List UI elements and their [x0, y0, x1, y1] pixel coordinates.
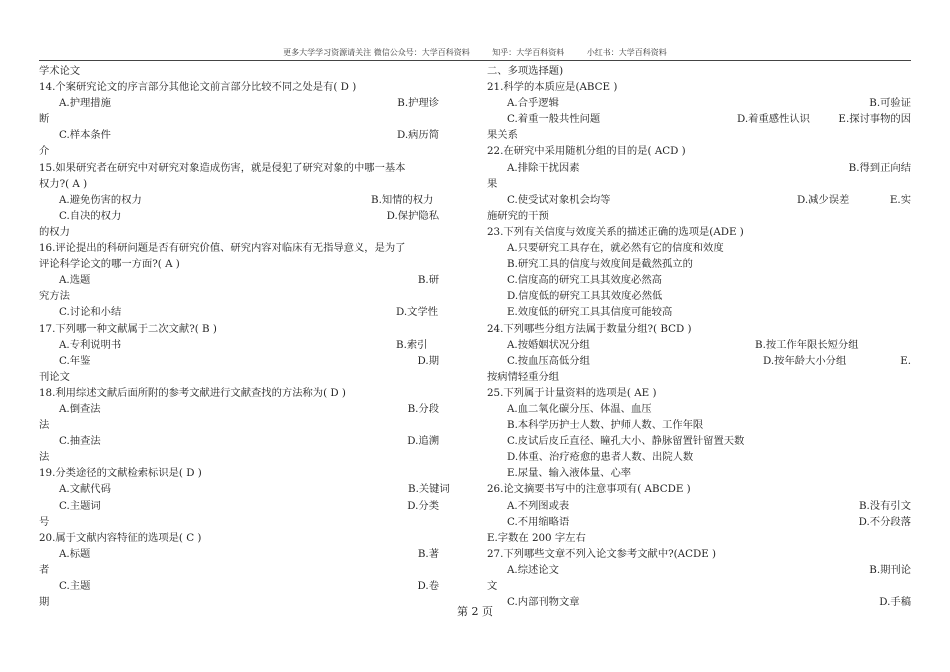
- q18-opt-d-wrap: 法: [39, 451, 50, 464]
- q14-opt-b-wrap: 断: [39, 113, 50, 126]
- q15-opt-c: C.自决的权力: [59, 209, 122, 222]
- q21-opt-a: A.合乎逻辑: [507, 97, 559, 110]
- q23-opt-a: A.只要研究工具存在，就必然有它的信度和效度: [507, 242, 724, 255]
- q16-opt-c: C.讨论和小结: [59, 306, 122, 319]
- q15-stem: 15.如果研究者在研究中对研究对象造成伤害，就是侵犯了研究对象的中哪一基本: [39, 161, 406, 174]
- q21-opt-e: E.探讨事物的因: [838, 113, 911, 126]
- q19-row1: [39, 481, 450, 497]
- q14-opt-d: D.病历简: [396, 129, 439, 142]
- q17-opt-a: A.专利说明书: [59, 338, 122, 351]
- q17-row2: [39, 353, 439, 369]
- q26-opt-e: E.字数在 200 字左右: [487, 531, 586, 544]
- q22-opt-a: A.排除干扰因素: [507, 161, 580, 174]
- q27-opt-a: A.综述论文: [507, 563, 559, 576]
- q24-opt-c: C.按血压高低分组: [507, 354, 590, 367]
- q18-opt-b: B.分段: [407, 402, 439, 415]
- q19-opt-c: C.主题词: [59, 499, 101, 512]
- q15-opt-d: D.保护隐私: [386, 209, 439, 222]
- q17-stem: 17.下列哪一种文献属于二次文献?( B ): [39, 322, 217, 335]
- q19-opt-d: D.分类: [407, 499, 439, 512]
- q21-row1: [487, 95, 911, 111]
- q17-opt-b: B.索引: [396, 338, 428, 351]
- q15-opt-b: B.知情的权力: [371, 193, 434, 206]
- q26-opt-a: A.不列图或表: [507, 499, 570, 512]
- q25-opt-d: D.体重、治疗疮愈的患者人数、出院人数: [507, 451, 694, 464]
- q21-row2: [487, 111, 911, 127]
- q25-opt-e: E.尿量、输入液体量、心率: [507, 467, 632, 480]
- q27-opt-b-wrap: 文: [487, 580, 498, 592]
- q15-stem-2: 权力?( A ): [39, 177, 88, 190]
- q24-stem: 24.下列哪些分组方法属于数量分组?( BCD ): [487, 322, 692, 335]
- q21-opt-c: C.着重一般共性问题: [507, 113, 601, 126]
- q19-opt-a: A.文献代码: [59, 483, 111, 496]
- page-header: [0, 47, 950, 58]
- q22-row1: [487, 160, 911, 176]
- q24-row1: [487, 337, 911, 353]
- q23-opt-d: D.信度低的研究工具其效度必然低: [507, 290, 663, 303]
- q24-row2: [487, 353, 911, 369]
- q25-stem: 25.下列属于计量资料的选项是( AE ): [487, 386, 657, 399]
- q22-opt-b: B.得到正向结: [848, 161, 911, 174]
- q22-stem: 22.在研究中采用随机分组的目的是( ACD ): [487, 145, 686, 158]
- q14-row1: [39, 95, 439, 111]
- q20-row2: [39, 578, 439, 594]
- q27-opt-c: C.内部刊物文章: [507, 596, 580, 609]
- q24-opt-d: D.按年龄大小分组: [763, 354, 847, 367]
- q14-opt-b: B.护理诊: [397, 97, 439, 110]
- q15-opt-d-wrap: 的权力: [39, 225, 70, 238]
- q19-opt-b: B.关键词: [408, 483, 450, 496]
- page-number: 第 2 页: [457, 605, 493, 618]
- header-part1: 更多大学学习资源请关注 微信公众号：大学百科资料: [283, 48, 470, 57]
- right-column: [487, 63, 911, 610]
- q14-row2: [39, 127, 439, 143]
- q20-opt-d: D.卷: [417, 580, 439, 592]
- q23-stem: 23.下列有关信度与效度关系的描述正确的选项是(ADE ): [487, 225, 744, 238]
- q18-opt-d: D.追溯: [407, 435, 439, 448]
- q26-opt-d: D.不分段落: [858, 515, 911, 528]
- left-column: [39, 63, 450, 610]
- q24-opt-b: B.按工作年限长短分组: [755, 338, 859, 351]
- q24-opt-e-wrap: 按病情轻重分组: [487, 370, 560, 383]
- q17-row1: [39, 337, 439, 353]
- q25-opt-b: B.本科学历护士人数、护师人数、工作年限: [507, 419, 704, 432]
- q26-opt-c: C.不用缩略语: [507, 515, 570, 528]
- q18-opt-c: C.抽查法: [59, 435, 101, 448]
- q27-opt-b: B.期刊论: [869, 563, 911, 576]
- q20-opt-c: C.主题: [59, 580, 91, 592]
- q22-opt-b-wrap: 果: [487, 177, 498, 190]
- q17-opt-d: D.期: [417, 354, 439, 367]
- q20-opt-b: B.著: [417, 547, 439, 560]
- q14-opt-c: C.样本条件: [59, 129, 111, 142]
- q17-opt-d-wrap: 刊论文: [39, 370, 70, 383]
- q20-stem: 20.属于文献内容特征的选项是( C ): [39, 531, 202, 544]
- q23-opt-c: C.信度高的研究工具其效度必然高: [507, 274, 662, 287]
- q14-opt-d-wrap: 介: [39, 145, 50, 158]
- q16-row1: [39, 272, 439, 288]
- q19-stem: 19.分类途径的文献检索标识是( D ): [39, 467, 202, 480]
- q16-opt-b: B.研: [417, 274, 439, 287]
- q16-stem: 16.评论提出的科研问题是否有研究价值、研究内容对临床有无指导意义，是为了: [39, 242, 406, 255]
- q21-stem: 21.科学的本质应是(ABCE ): [487, 81, 618, 94]
- q23-opt-e: E.效度低的研究工具其信度可能较高: [507, 306, 673, 319]
- q22-row2: [487, 192, 911, 208]
- q18-opt-b-wrap: 法: [39, 419, 50, 432]
- q15-opt-a: A.避免伤害的权力: [59, 193, 142, 206]
- q22-opt-d: D.减少误差: [797, 193, 850, 206]
- q25-opt-a: A.血二氧化碳分压、体温、血压: [507, 402, 652, 415]
- q20-opt-a: A.标题: [59, 547, 91, 560]
- q18-stem: 18.利用综述文献后面所附的参考文献进行文献查找的方法称为( D ): [39, 386, 346, 399]
- q16-opt-a: A.选题: [59, 274, 91, 287]
- q15-row2: [39, 208, 439, 224]
- q27-row1: [487, 562, 911, 578]
- header-part3: 小红书：大学百科资料: [586, 48, 667, 57]
- q21-opt-d: D.着重感性认识: [737, 113, 810, 126]
- q20-opt-d-wrap: 期: [39, 596, 50, 609]
- q16-stem-2: 评论科学论文的哪一方面?( A ): [39, 258, 180, 271]
- q24-opt-e: E.: [900, 354, 911, 367]
- q21-opt-b: B.可验证: [869, 97, 911, 110]
- q18-row1: [39, 401, 439, 417]
- q26-row2: [487, 514, 911, 530]
- q19-opt-d-wrap: 号: [39, 515, 50, 528]
- q25-opt-c: C.皮试后皮丘直径、瞳孔大小、静脉留置针留置天数: [507, 435, 745, 448]
- header-rule: [39, 60, 911, 61]
- q27-stem: 27.下列哪些文章不列入论文参考文献中?(ACDE ): [487, 547, 717, 560]
- q22-opt-e: E.实: [889, 193, 911, 206]
- q21-opt-e-wrap: 果关系: [487, 129, 518, 142]
- q20-opt-b-wrap: 者: [39, 563, 50, 576]
- q26-opt-b: B.没有引文: [858, 499, 911, 512]
- q27-opt-d: D.手稿: [879, 596, 911, 609]
- right-title: 二、多项选择题): [487, 65, 564, 77]
- q26-stem: 26.论文摘要书写中的注意事项有( ABCDE ): [487, 483, 691, 496]
- q17-opt-c: C.年鉴: [59, 354, 91, 367]
- q16-opt-b-wrap: 究方法: [39, 290, 70, 303]
- left-title: 学术论文: [39, 65, 81, 77]
- q26-row1: [487, 498, 911, 514]
- q22-opt-e-wrap: 施研究的干预: [487, 209, 549, 222]
- q16-opt-d: D.文学性: [396, 306, 439, 319]
- q22-opt-c: C.使受试对象机会均等: [507, 193, 611, 206]
- q18-opt-a: A.倒查法: [59, 402, 101, 415]
- q19-row2: [39, 498, 439, 514]
- q20-row1: [39, 546, 439, 562]
- header-part2: 知乎：大学百科资料: [492, 48, 565, 57]
- q14-stem: 14.个案研究论文的序言部分其他论文前言部分比较不同之处是有( D ): [39, 81, 357, 94]
- q23-opt-b: B.研究工具的信度与效度间是截然孤立的: [507, 258, 693, 271]
- q24-opt-a: A.按婚姻状况分组: [507, 338, 590, 351]
- q16-row2: [39, 304, 439, 320]
- q15-row1: [39, 192, 439, 208]
- q14-opt-a: A.护理措施: [59, 97, 111, 110]
- q18-row2: [39, 433, 439, 449]
